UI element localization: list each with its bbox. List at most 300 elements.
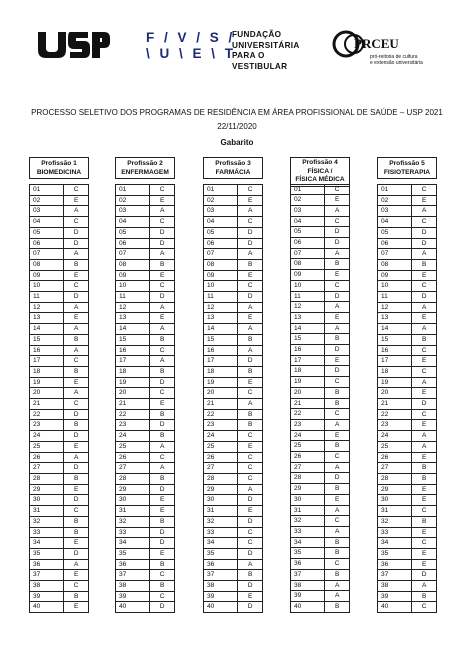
table-row [291,248,350,259]
question-number: 27 [204,463,238,474]
answer-cell: B [238,334,263,345]
table-row [30,249,89,260]
table-row [116,420,175,431]
question-number: 10 [204,281,238,292]
question-number: 33 [291,527,325,538]
table-row [116,292,175,303]
answer-cell: D [64,463,89,474]
table-row [116,324,175,335]
table-row [30,281,89,292]
question-number: 33 [30,527,64,538]
answer-cell: E [325,494,350,505]
question-number: 24 [378,431,412,442]
table-row [116,217,175,228]
answer-cell: A [64,324,89,335]
answer-cell: D [412,238,437,249]
question-number: 12 [291,302,325,313]
answer-cell: C [238,388,263,399]
answer-cell: C [325,452,350,463]
answer-table [203,184,263,613]
question-number: 25 [30,441,64,452]
table-row [378,548,437,559]
answer-cell: D [64,227,89,238]
table-row [378,441,437,452]
question-number: 07 [204,249,238,260]
question-number: 40 [204,602,238,613]
answer-cell: E [64,484,89,495]
question-number: 15 [116,334,150,345]
question-number: 05 [291,227,325,238]
table-row [30,185,89,196]
answer-cell: A [412,377,437,388]
table-row [378,356,437,367]
question-number: 24 [204,431,238,442]
table-row [30,366,89,377]
table-row [378,388,437,399]
question-number: 37 [204,570,238,581]
answer-cell: D [150,420,175,431]
answer-table [290,184,350,613]
question-number: 34 [204,538,238,549]
answer-cell: B [412,463,437,474]
table-row [116,302,175,313]
question-number: 04 [204,217,238,228]
table-row [378,227,437,238]
table-row [204,292,263,303]
table-row [291,516,350,527]
table-row [116,409,175,420]
table-row [204,420,263,431]
question-number: 17 [378,356,412,367]
document-subtitle: Gabarito [220,138,254,147]
table-row [30,324,89,335]
question-number: 31 [378,506,412,517]
answer-cell: E [64,538,89,549]
question-number: 39 [291,591,325,602]
table-row [30,227,89,238]
question-number: 09 [30,270,64,281]
answer-cell: E [64,441,89,452]
answer-cell: E [412,484,437,495]
answer-cell: B [64,259,89,270]
question-number: 40 [378,602,412,613]
table-row [378,313,437,324]
answer-table [377,184,437,613]
table-row [204,538,263,549]
question-number: 36 [204,559,238,570]
table-row [204,313,263,324]
question-number: 19 [116,377,150,388]
question-number: 10 [378,281,412,292]
table-row [30,259,89,270]
table-row [291,484,350,495]
table-row [291,473,350,484]
table-row [204,302,263,313]
table-row [30,516,89,527]
question-number: 14 [30,324,64,335]
prceu-sub-line-1: pró-reitoria de cultura [370,54,418,60]
answer-cell: A [412,249,437,260]
question-number: 24 [30,431,64,442]
question-number: 05 [116,227,150,238]
table-row [204,185,263,196]
answer-cell: B [150,334,175,345]
question-number: 30 [291,494,325,505]
table-row [204,388,263,399]
table-row [378,431,437,442]
column-header-line: FISIOTERAPIA [383,169,431,176]
question-number: 26 [116,452,150,463]
answer-cell: A [150,302,175,313]
answer-cell: B [412,591,437,602]
question-number: 06 [30,238,64,249]
answer-column [115,157,175,613]
table-row [30,441,89,452]
table-row [30,238,89,249]
table-row [116,195,175,206]
answer-cell: D [325,473,350,484]
answer-cell: E [150,506,175,517]
question-number: 07 [30,249,64,260]
answer-cell: D [150,227,175,238]
question-number: 04 [116,217,150,228]
question-number: 13 [291,312,325,323]
answer-cell: C [412,345,437,356]
question-number: 07 [378,249,412,260]
answer-cell: C [150,570,175,581]
answer-cell: E [412,270,437,281]
question-number: 01 [204,185,238,196]
question-number: 13 [116,313,150,324]
table-row [378,581,437,592]
table-row [291,216,350,227]
answer-cell: D [412,292,437,303]
question-number: 37 [291,569,325,580]
table-row [116,259,175,270]
table-row [291,580,350,591]
table-row [116,356,175,367]
question-number: 03 [116,206,150,217]
table-row [204,506,263,517]
column-header-line: FÍSICA / [307,167,333,175]
answer-cell: D [238,581,263,592]
question-number: 33 [378,527,412,538]
answer-cell: A [325,419,350,430]
table-row [204,570,263,581]
answer-cell: C [325,409,350,420]
table-row [378,506,437,517]
table-row [291,591,350,602]
answer-cell: D [238,238,263,249]
question-number: 03 [291,205,325,216]
answer-cell: E [150,495,175,506]
table-row [378,270,437,281]
answer-cell: B [238,420,263,431]
question-number: 38 [30,581,64,592]
answer-cell: E [412,420,437,431]
answer-cell: B [64,527,89,538]
table-row [116,591,175,602]
table-row [378,292,437,303]
answer-cell: A [238,249,263,260]
table-row [291,494,350,505]
table-row [378,238,437,249]
question-number: 03 [30,206,64,217]
prceu-subtitle [370,54,444,66]
page-header [0,22,474,82]
table-row [378,324,437,335]
answer-cell: A [150,356,175,367]
fuvest-logo [146,30,318,71]
answer-cell: C [150,281,175,292]
answer-cell: D [150,527,175,538]
question-number: 02 [116,195,150,206]
table-row [30,591,89,602]
answer-cell: C [412,185,437,196]
question-number: 23 [30,420,64,431]
answer-cell: B [150,259,175,270]
answer-cell: E [64,313,89,324]
answer-cell: A [64,302,89,313]
table-row [204,345,263,356]
column-header-line: Profissão 1 [41,160,77,167]
question-number: 13 [30,313,64,324]
table-row [291,398,350,409]
fuvest-line-2: UNIVERSITÁRIA [232,40,300,50]
answer-cell: A [325,302,350,313]
question-number: 25 [291,441,325,452]
question-number: 29 [116,484,150,495]
prceu-logo [332,28,442,74]
answer-cell: E [64,602,89,613]
table-row [116,441,175,452]
question-number: 31 [30,506,64,517]
table-row [30,313,89,324]
question-number: 30 [378,495,412,506]
question-number: 20 [204,388,238,399]
answer-cell: B [150,431,175,442]
table-row [116,366,175,377]
question-number: 23 [291,419,325,430]
answer-cell: C [238,452,263,463]
question-number: 27 [291,462,325,473]
table-row [204,581,263,592]
answer-cell: E [325,355,350,366]
question-number: 19 [204,377,238,388]
answer-cell: A [238,345,263,356]
table-row [204,206,263,217]
column-header [290,157,350,187]
table-row [378,527,437,538]
answer-cell: B [64,473,89,484]
answer-cell: E [150,195,175,206]
answer-cell: B [64,591,89,602]
question-number: 07 [116,249,150,260]
question-number: 04 [378,217,412,228]
answer-cell: E [238,195,263,206]
answer-cell: D [412,227,437,238]
answer-cell: B [412,516,437,527]
answer-cell: E [412,313,437,324]
answer-cell: D [64,495,89,506]
answer-cell: E [412,356,437,367]
table-row [378,185,437,196]
table-row [30,206,89,217]
table-row [378,420,437,431]
table-row [204,441,263,452]
question-number: 09 [116,270,150,281]
answer-cell: D [238,227,263,238]
answer-cell: C [64,185,89,196]
answer-cell: D [150,377,175,388]
question-number: 15 [378,334,412,345]
table-row [378,516,437,527]
answer-cell: D [150,238,175,249]
table-row [30,538,89,549]
answer-cell: E [64,270,89,281]
table-row [378,334,437,345]
table-row [291,205,350,216]
question-number: 16 [378,345,412,356]
question-number: 01 [378,185,412,196]
question-number: 23 [378,420,412,431]
table-row [291,238,350,249]
question-number: 32 [378,516,412,527]
answer-cell: C [412,366,437,377]
question-number: 21 [30,399,64,410]
question-number: 11 [30,292,64,303]
table-row [291,184,350,195]
table-row [30,452,89,463]
question-number: 14 [291,323,325,334]
answer-cell: C [150,591,175,602]
table-row [204,227,263,238]
answer-cell: B [150,516,175,527]
answer-cell: E [325,430,350,441]
question-number: 12 [30,302,64,313]
question-number: 05 [30,227,64,238]
table-row [116,238,175,249]
table-row [116,377,175,388]
table-row [291,452,350,463]
question-number: 08 [116,259,150,270]
answer-cell: A [64,249,89,260]
answer-cell: C [150,217,175,228]
answer-cell: B [325,398,350,409]
table-row [30,548,89,559]
answer-cell: D [64,409,89,420]
question-number: 31 [291,505,325,516]
answer-cell: D [150,484,175,495]
table-row [378,377,437,388]
question-number: 04 [291,216,325,227]
question-number: 32 [291,516,325,527]
table-row [204,548,263,559]
answer-cell: E [412,548,437,559]
table-row [378,281,437,292]
table-row [378,399,437,410]
table-row [116,559,175,570]
question-number: 19 [30,377,64,388]
answer-cell: D [238,356,263,367]
question-number: 39 [30,591,64,602]
table-row [291,302,350,313]
table-row [378,602,437,613]
question-number: 01 [291,184,325,195]
question-number: 33 [204,527,238,538]
table-row [291,430,350,441]
prceu-name: PRCEU [354,36,399,51]
question-number: 31 [204,506,238,517]
answer-cell: B [412,259,437,270]
question-number: 11 [378,292,412,303]
answer-cell: B [150,559,175,570]
answer-cell: E [238,506,263,517]
table-row [204,238,263,249]
table-row [30,388,89,399]
table-row [291,441,350,452]
answer-cell: C [238,281,263,292]
table-row [291,377,350,388]
question-number: 37 [378,570,412,581]
table-row [204,377,263,388]
answer-cell: B [64,366,89,377]
question-number: 14 [378,324,412,335]
question-number: 39 [116,591,150,602]
answer-cell: D [325,291,350,302]
answer-cell: D [325,366,350,377]
table-row [378,195,437,206]
question-number: 02 [291,195,325,206]
answer-cell: B [150,473,175,484]
question-number: 21 [116,399,150,410]
table-row [30,559,89,570]
question-number: 20 [378,388,412,399]
table-row [204,217,263,228]
question-number: 37 [30,570,64,581]
table-row [30,506,89,517]
question-number: 23 [116,420,150,431]
question-number: 26 [291,452,325,463]
answer-cell: C [325,216,350,227]
answer-cell: D [325,227,350,238]
table-row [204,366,263,377]
answer-cell: B [412,334,437,345]
question-number: 10 [30,281,64,292]
table-row [291,462,350,473]
answer-cell: B [325,259,350,270]
question-number: 06 [378,238,412,249]
question-number: 25 [204,441,238,452]
prceu-sub-line-2: e extensão universitária [370,60,423,66]
question-number: 36 [116,559,150,570]
table-row [116,399,175,410]
table-row [30,217,89,228]
table-row [30,420,89,431]
answer-cell: B [150,581,175,592]
answer-cell: A [64,388,89,399]
question-number: 05 [378,227,412,238]
table-row [30,377,89,388]
answer-cell: E [238,377,263,388]
answer-cell: E [325,195,350,206]
answer-cell: A [238,399,263,410]
answer-cell: C [325,516,350,527]
question-number: 30 [204,495,238,506]
table-row [378,495,437,506]
question-number: 40 [30,602,64,613]
question-number: 37 [116,570,150,581]
